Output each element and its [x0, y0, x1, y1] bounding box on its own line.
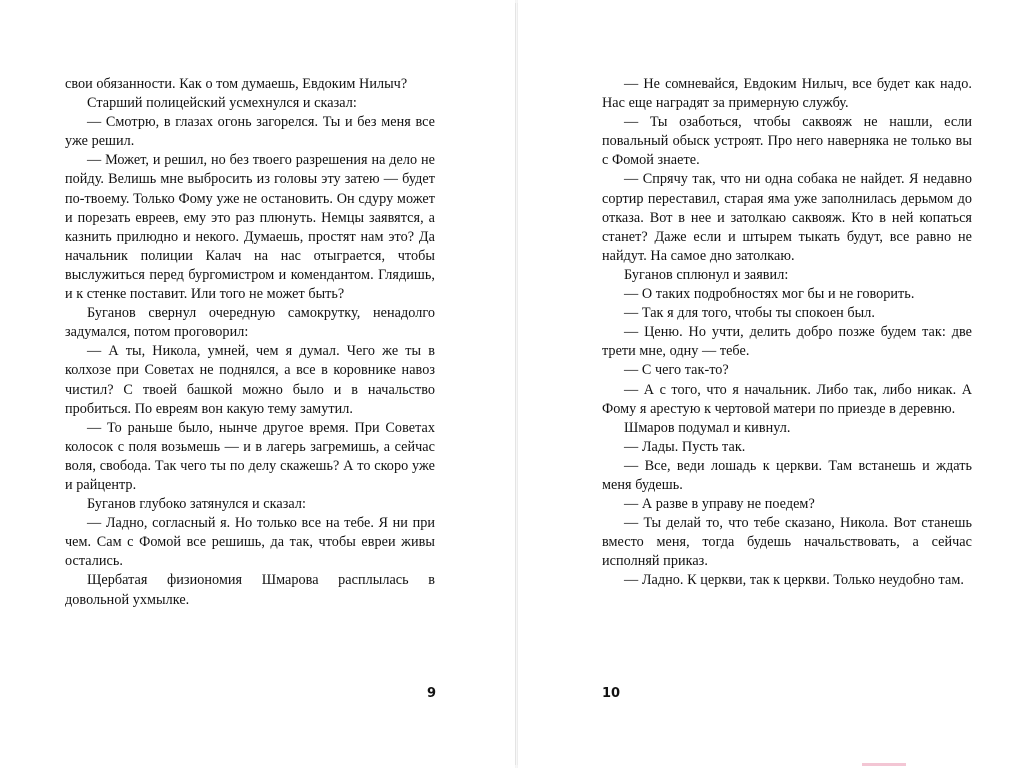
right-page — [517, 3, 1030, 765]
left-page-text — [65, 75, 435, 610]
paragraph: — Ценю. Но учти, делить добро позже будем так: две трети мне, одну — тебе. — [602, 324, 972, 360]
paragraph: — С чего так-то? — [624, 362, 729, 379]
paragraph: свои обязанности. Как о том думаешь, Евдоким Нилыч? — [65, 76, 408, 92]
paragraph: — Так я для того, чтобы ты спокоен был. — [624, 305, 875, 322]
paragraph: — Спрячу так, что ни одна собака не найдет. Я недавно сортир переставил, старая яма уже заполнилась дерьмом до отказа. Вот в нее и затолкаю саквояж. Кто в ней копаться станет? Даже если и штырем тыкать будут, все равно не найдут. На самое дно затолкаю. — [602, 171, 972, 264]
paragraph: Буганов сплюнул и заявил: — [624, 266, 789, 283]
left-page — [2, 3, 516, 765]
paragraph: — Ты делай то, что тебе сказано, Никола. Вот станешь вместо меня, тогда будешь начальствовать, а сейчас исполняй приказ. — [602, 515, 972, 570]
paragraph: Буганов глубоко затянулся и сказал: — [87, 496, 306, 513]
right-page-text — [602, 75, 972, 591]
paragraph: Щербатая физиономия Шмарова расплылась в довольной ухмылке. — [65, 572, 435, 608]
scrollbar-thumb[interactable] — [862, 763, 906, 766]
paragraph: — О таких подробностях мог бы и не говорить. — [624, 286, 915, 303]
paragraph: Шмаров подумал и кивнул. — [624, 419, 791, 436]
paragraph: Буганов свернул очередную самокрутку, ненадолго задумался, потом проговорил: — [65, 305, 435, 341]
page-number: 9 — [427, 686, 437, 701]
paragraph: — Ты озаботься, чтобы саквояж не нашли, если повальный обыск устроят. Про него наверняка не только вы с Фомой знаете. — [602, 114, 972, 169]
paragraph: — Лады. Пусть так. — [624, 438, 746, 455]
paragraph: — А с того, что я начальник. Либо так, либо никак. А Фому я арестую к чертовой матери по приезде в деревню. — [602, 381, 972, 417]
paragraph: — А ты, Никола, умней, чем я думал. Чего же ты в колхозе при Советах не поднялся, а все в коровнике навоз чистил? С твоей башкой можно было и в начальство пробиться. По евреям вон какую тему замутил. — [65, 343, 435, 417]
paragraph: — Ладно, согласный я. Но только все на тебе. Я ни при чем. Сам с Фомой все решишь, да так, чтобы евреи живы остались. — [65, 515, 435, 570]
paragraph: — Все, веди лошадь к церкви. Там встанешь и ждать меня будешь. — [602, 457, 972, 493]
paragraph: — А разве в управу не поедем? — [624, 496, 815, 513]
paragraph: — Может, и решил, но без твоего разрешения на дело не пойду. Велишь мне выбросить из головы эту затею — будет по-твоему. Только Фому уже не остановить. Он сдуру может и порезать евреев, ему это раз плюнуть. Немцы заявятся, а казнить прилюдно и некого. Думаешь, простят нам это? Да начальник полиции Калач на нас отыграется, чтобы выслужиться перед бургомистром и комендантом. Глядишь, и к стенке поставит. Или того не может быть? — [65, 152, 435, 303]
paragraph: Старший полицейский усмехнулся и сказал: — [87, 95, 357, 112]
paragraph: — То раньше было, нынче другое время. При Советах колосок с поля возьмешь — и в лагерь загремишь, а сейчас воля, свобода. Так чего ты по делу скажешь? А то скоро уже и райцентр. — [65, 419, 435, 493]
paragraph: — Ладно. К церкви, так к церкви. Только неудобно там. — [624, 572, 964, 589]
paragraph: — Не сомневайся, Евдоким Нилыч, все будет как надо. Нас еще наградят за примерную службу. — [602, 76, 972, 112]
paragraph: — Смотрю, в глазах огонь загорелся. Ты и без меня все уже решил. — [65, 114, 435, 150]
page-number: 10 — [602, 686, 621, 701]
